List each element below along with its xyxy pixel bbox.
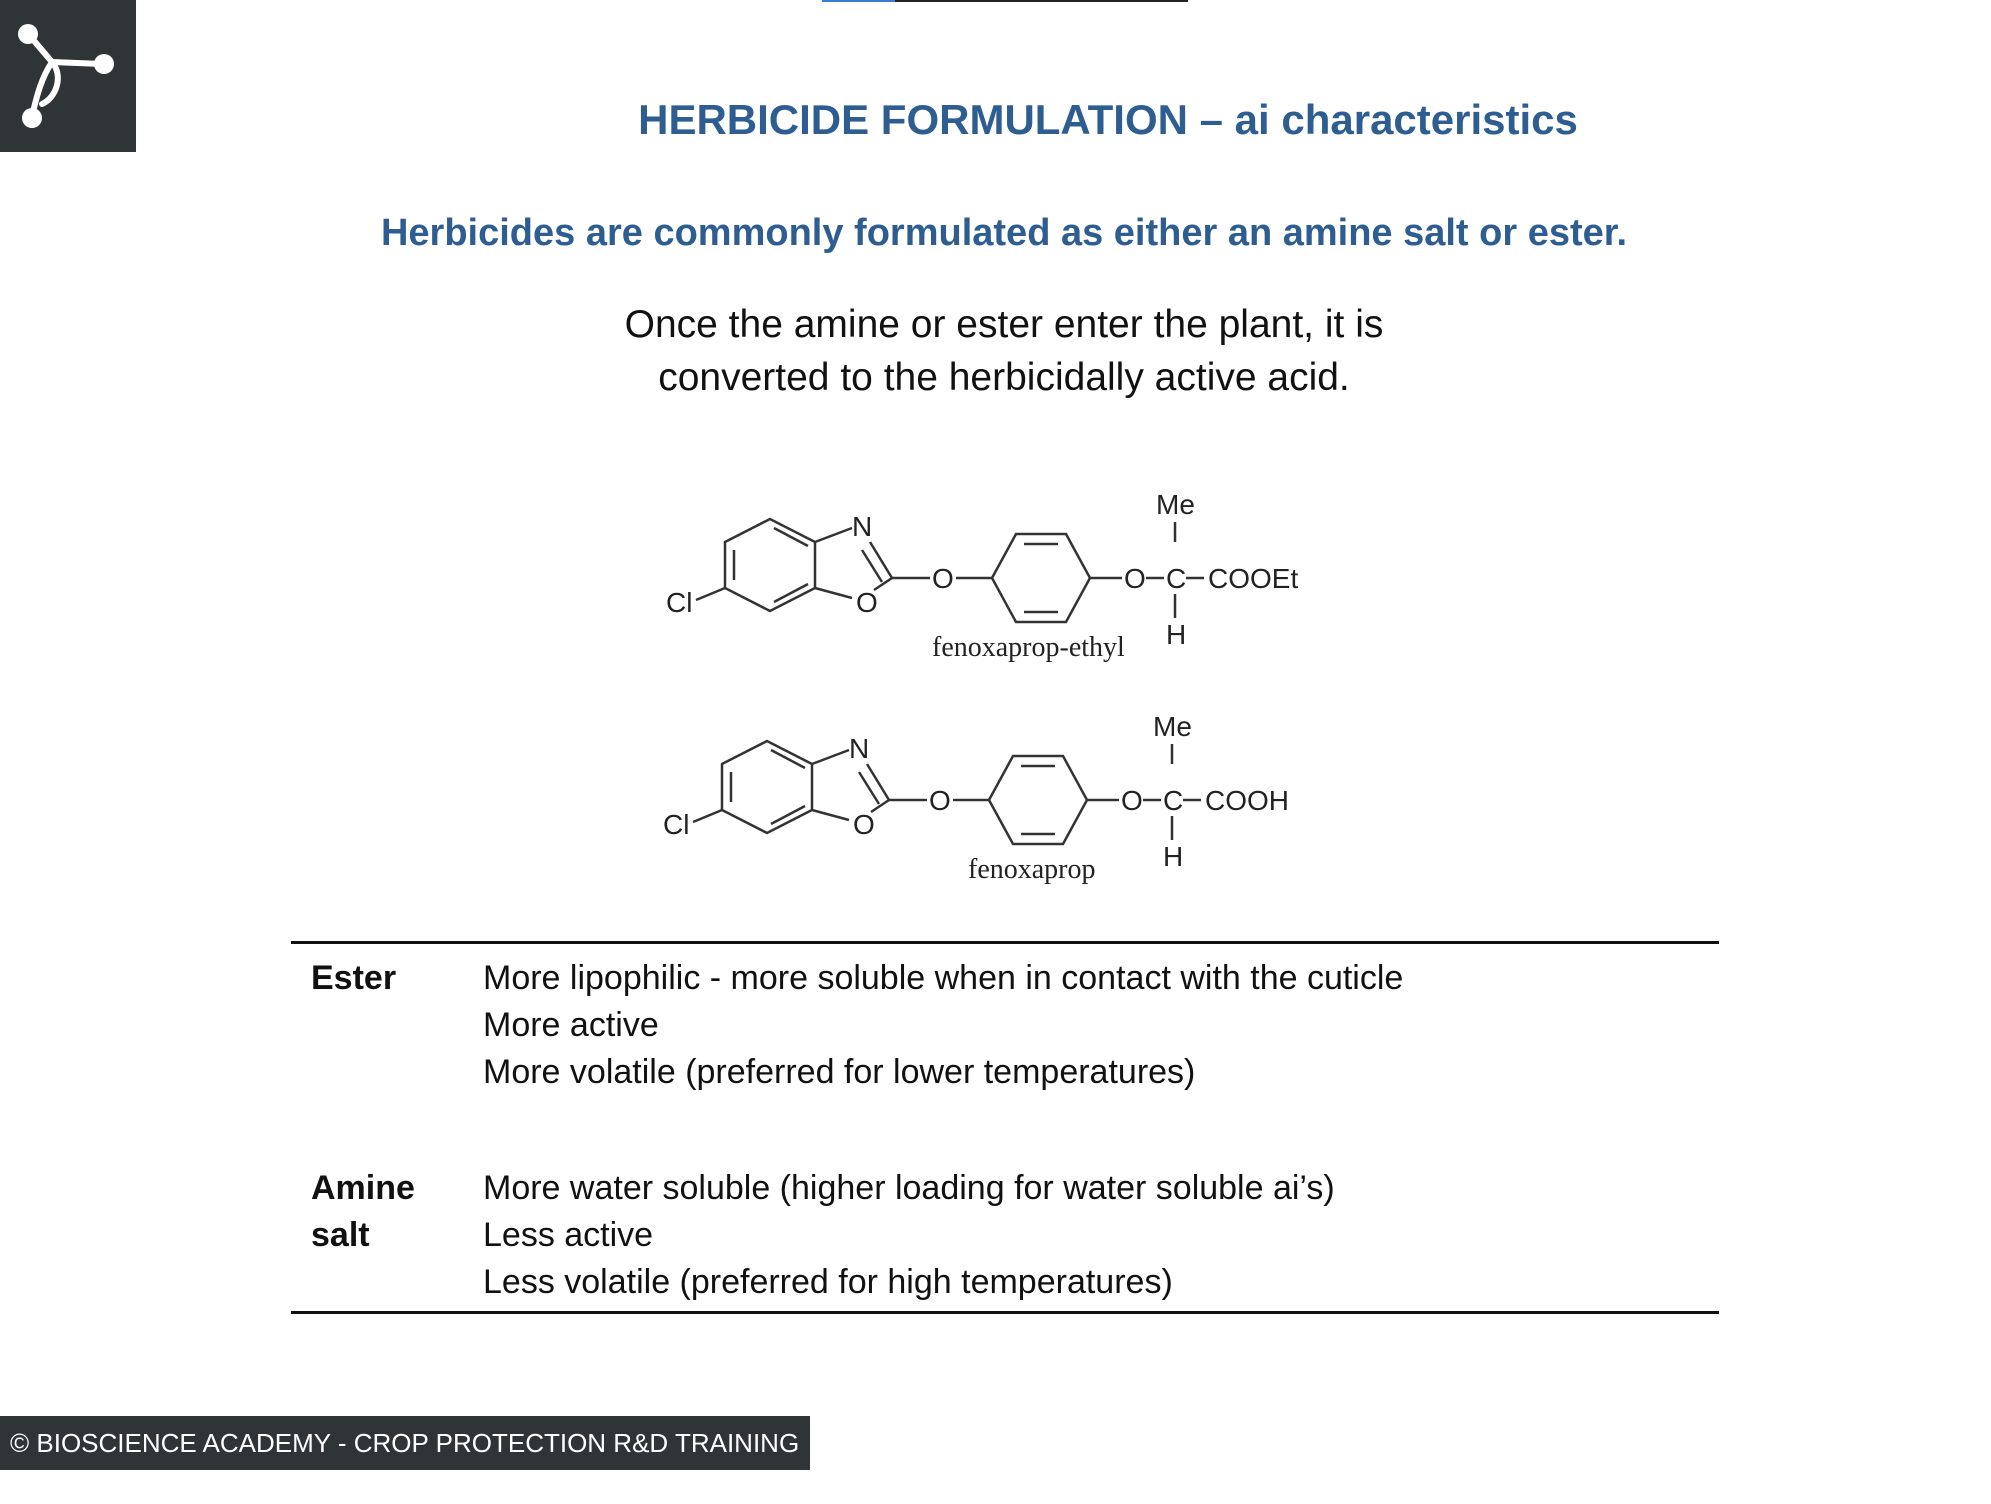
structure-drawing (620, 470, 1380, 910)
table-bottom-rule (291, 1311, 1719, 1314)
structure-caption: fenoxaprop (968, 854, 1096, 885)
atom-label: Cl (666, 587, 693, 618)
list-item: More volatile (preferred for lower temperatures) (483, 1053, 1196, 1091)
atom-label: O (929, 785, 951, 816)
atom-label: O (1124, 563, 1146, 594)
atom-label: O (856, 587, 878, 618)
list-item: More lipophilic - more soluble when in contact with the cuticle (483, 959, 1404, 997)
atom-label: C (1163, 785, 1184, 816)
atom-label: Cl (663, 809, 690, 840)
amine-salt-properties (483, 1165, 1335, 1306)
slide-title: HERBICIDE FORMULATION – ai characteristics (638, 96, 1578, 143)
atom-label: O (1121, 785, 1143, 816)
atom-label: Me (1156, 489, 1195, 520)
ester-properties (483, 955, 1403, 1096)
structure-caption: fenoxaprop-ethyl (932, 632, 1125, 663)
table-top-rule (291, 941, 1719, 944)
list-item: More active (483, 1006, 659, 1044)
atom-label: H (1166, 619, 1187, 650)
slide-subtitle: Herbicides are commonly formulated as either an amine salt or ester. (380, 212, 1628, 254)
slide-progress-fill (822, 0, 895, 2)
ester-term: Ester (311, 959, 397, 997)
atom-label: Me (1153, 711, 1192, 742)
atom-label: COOEt (1208, 563, 1299, 594)
atom-label: O (932, 563, 954, 594)
atom-label: N (849, 733, 870, 764)
list-item: Less volatile (preferred for high temperatures) (483, 1263, 1173, 1301)
atom-label: H (1163, 841, 1184, 872)
atom-label: O (853, 809, 875, 840)
term-line: Amine (311, 1169, 415, 1207)
slide-progress-bar (822, 0, 1188, 2)
atom-label: COOH (1205, 785, 1289, 816)
atom-label: N (852, 511, 873, 542)
amine-salt-term (311, 1165, 415, 1259)
atom-label: C (1166, 563, 1187, 594)
intro-text (0, 298, 1991, 404)
term-line: salt (311, 1216, 370, 1254)
list-item: More water soluble (higher loading for water soluble ai’s) (483, 1169, 1335, 1207)
intro-line: converted to the herbicidally active acid. (658, 356, 1350, 399)
list-item: Less active (483, 1216, 654, 1254)
footer-copyright: © BIOSCIENCE ACADEMY - CROP PROTECTION R&D TRAINING (0, 1416, 810, 1470)
chemical-structures (620, 470, 1380, 910)
intro-line: Once the amine or ester enter the plant, it is (624, 303, 1384, 346)
